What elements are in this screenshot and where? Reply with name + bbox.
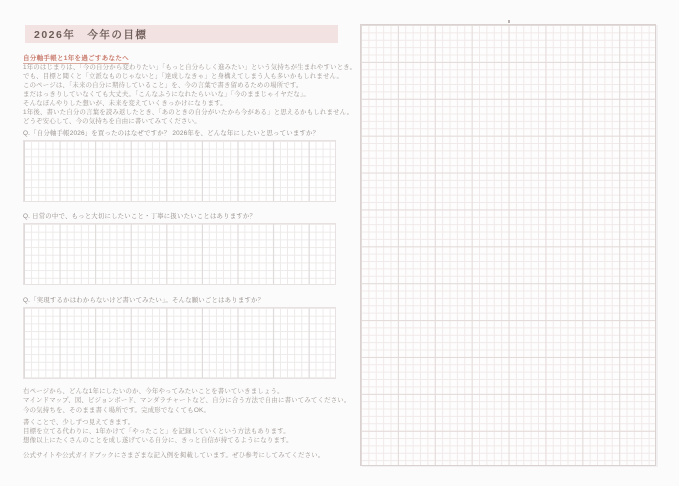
intro-line: そんなぼんやりした想いが、未来を変えていくきっかけになります。 <box>23 100 227 107</box>
intro-line: 1年後、書いた自分の言葉を読み返したとき、「あのときの自分がいたから今がある」と思えるかもしれません。 <box>23 109 354 116</box>
intro-line: でも、目標と聞くと「立派なものじゃないと」「達成しなきゃ」と身構えてしまう人も多いかもしれません。 <box>23 73 344 80</box>
registration-mark <box>508 20 510 23</box>
page-title-bar <box>25 25 338 43</box>
intro-line: まだはっきりしていなくても大丈夫。「こんなふうになれたらいいな」「今のままじゃイヤだな」。 <box>23 91 310 98</box>
outro-line: マインドマップ、図、ビジョンボード、マンダラチャートなど、自分に合う方法で自由に書いてみてください。 <box>23 397 351 405</box>
intro-paragraph <box>23 63 356 126</box>
intro-line: このページは、「未来の自分に期待していること」を、今の言葉で書き留めるための場所です。 <box>23 82 303 89</box>
answer-grid-1 <box>23 140 336 202</box>
page-title: 2026年 今年の目標 <box>34 28 148 41</box>
question-label-1: Q.「自分軸手帳2026」を買ったのはなぜですか？ 2026年を、どんな年にしたいと思っていますか？ <box>23 130 320 137</box>
outro-line: 目標を立てる代わりに、1年かけて「やったこと」を記録していくという方法もあります。 <box>23 428 290 436</box>
left-page <box>18 20 357 472</box>
outro-line: 公式サイトや公式ガイドブックにさまざまな記入例を掲載しています。ぜひ参考にしてみてください。 <box>23 451 325 459</box>
answer-grid-3 <box>23 307 336 379</box>
outro-line: 今の気持ちを、そのまま書く場所です。完成形でなくてもOK。 <box>23 406 211 414</box>
right-grid-page <box>360 24 656 466</box>
intro-line: どうぞ安心して、今の気持ちを自由に書いてみてください。 <box>23 118 201 125</box>
outro-paragraph <box>23 387 350 460</box>
question-label-3: Q.「実現するかはわからないけど書いてみたい」。そんな願いごとはありますか？ <box>23 297 265 304</box>
outro-line: 右ページから、どんな1年にしたいのか、今年やってみたいことを書いていきましょう。 <box>23 388 284 395</box>
outro-line: 想像以上にたくさんのことを成し遂げている自分に、きっと自信が持てるようになります。 <box>23 437 293 445</box>
question-label-2: Q. 日常の中で、もっと大切にしたいこと・丁寧に扱いたいことはありますか？ <box>23 213 257 220</box>
answer-grid-2 <box>23 223 336 285</box>
outro-line: 書くことで、少しずつ見えてきます。 <box>23 418 135 426</box>
intro-line: 1年のはじまりは、「今の自分から変わりたい」「もっと自分らしく進みたい」という気持ちが生まれやすいとき。 <box>23 64 357 71</box>
greeting-heading: 自分軸手帳と1年を過ごすあなたへ <box>23 55 129 62</box>
